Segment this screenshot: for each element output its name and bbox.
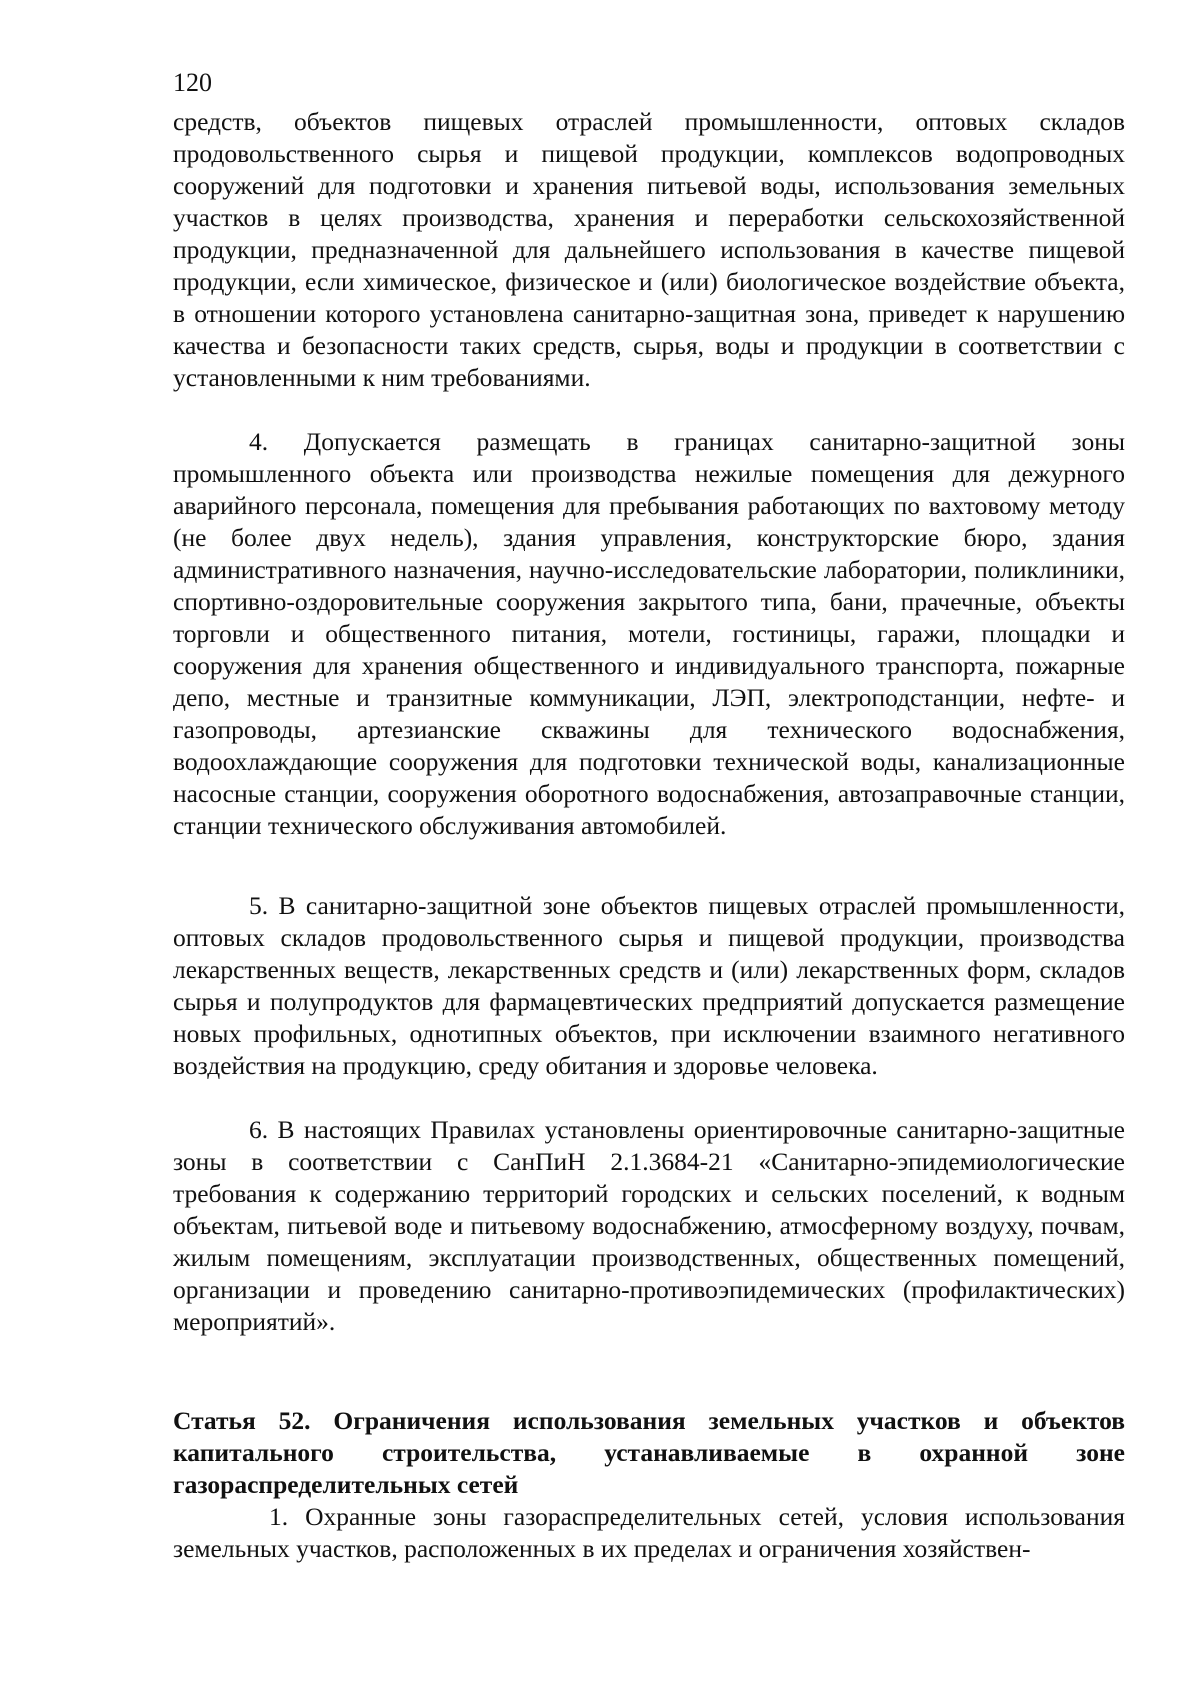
paragraph-text: 6. В настоящих Правилах установлены ориентировочные санитарно-защитные зоны в соответствии с СанПиН 2.1.3684-21 «Санитарно-эпидемиологические требования к содержанию территорий городских и сельских поселений, к водным объектам, питьевой воде и питьевому водоснабжению, атмосферному воздуху, почвам, жилым помещениям, эксплуатации производственных, общественных помещений, организации и проведению санитарно-противоэпидемических (профилактических) мероприятий». — [173, 1115, 1125, 1336]
paragraph-item-5 — [173, 890, 1125, 1082]
paragraph-text: 5. В санитарно-защитной зоне объектов пищевых отраслей промышленности, оптовых складов продовольственного сырья и пищевой продукции, производства лекарственных веществ, лекарственных средств и (или) лекарственных форм, складов сырья и полупродуктов для фармацевтических предприятий допускается размещение новых профильных, однотипных объектов, при исключении взаимного негативного воздействия на продукцию, среду обитания и здоровье человека. — [173, 891, 1125, 1080]
paragraph-text: средств, объектов пищевых отраслей промышленности, оптовых складов продовольственного сырья и пищевой продукции, комплексов водопроводных сооружений для подготовки и хранения питьевой воды, использования земельных участков в целях производства, хранения и переработки сельскохозяйственной продукции, предназначенной для дальнейшего использования в качестве пищевой продукции, если химическое, физическое и (или) биологическое воздействие объекта, в отношении которого установлена санитарно-защитная зона, приведет к нарушению качества и безопасности таких средств, сырья, воды и продукции в соответствии с установленными к ним требованиями. — [173, 107, 1125, 392]
page-number: 120 — [173, 68, 212, 97]
paragraph-text: 1. Охранные зоны газораспределительных сетей, условия использования земельных участков, расположенных в их пределах и ограничения хозяйствен- — [173, 1502, 1125, 1563]
paragraph-article-52-item-1 — [173, 1501, 1125, 1565]
article-heading — [173, 1405, 1125, 1501]
heading-text: Статья 52. Ограничения использования земельных участков и объектов капитального строительства, устанавливаемые в охранной зоне газораспределительных сетей — [173, 1406, 1125, 1499]
paragraph-item-6 — [173, 1114, 1125, 1338]
paragraph-continued — [173, 106, 1125, 394]
paragraph-item-4 — [173, 426, 1125, 842]
paragraph-text: 4. Допускается размещать в границах санитарно-защитной зоны промышленного объекта или производства нежилые помещения для дежурного аварийного персонала, помещения для пребывания работающих по вахтовому методу (не более двух недель), здания управления, конструкторские бюро, здания административного назначения, научно-исследовательские лаборатории, поликлиники, спортивно-оздоровительные сооружения закрытого типа, бани, прачечные, объекты торговли и общественного питания, мотели, гостиницы, гаражи, площадки и сооружения для хранения общественного и индивидуального транспорта, пожарные депо, местные и транзитные коммуникации, ЛЭП, электроподстанции, нефте- и газопроводы, артезианские скважины для технического водоснабжения, водоохлаждающие сооружения для подготовки технической воды, канализационные насосные станции, сооружения оборотного водоснабжения, автозаправочные станции, станции технического обслуживания автомобилей. — [173, 427, 1125, 840]
